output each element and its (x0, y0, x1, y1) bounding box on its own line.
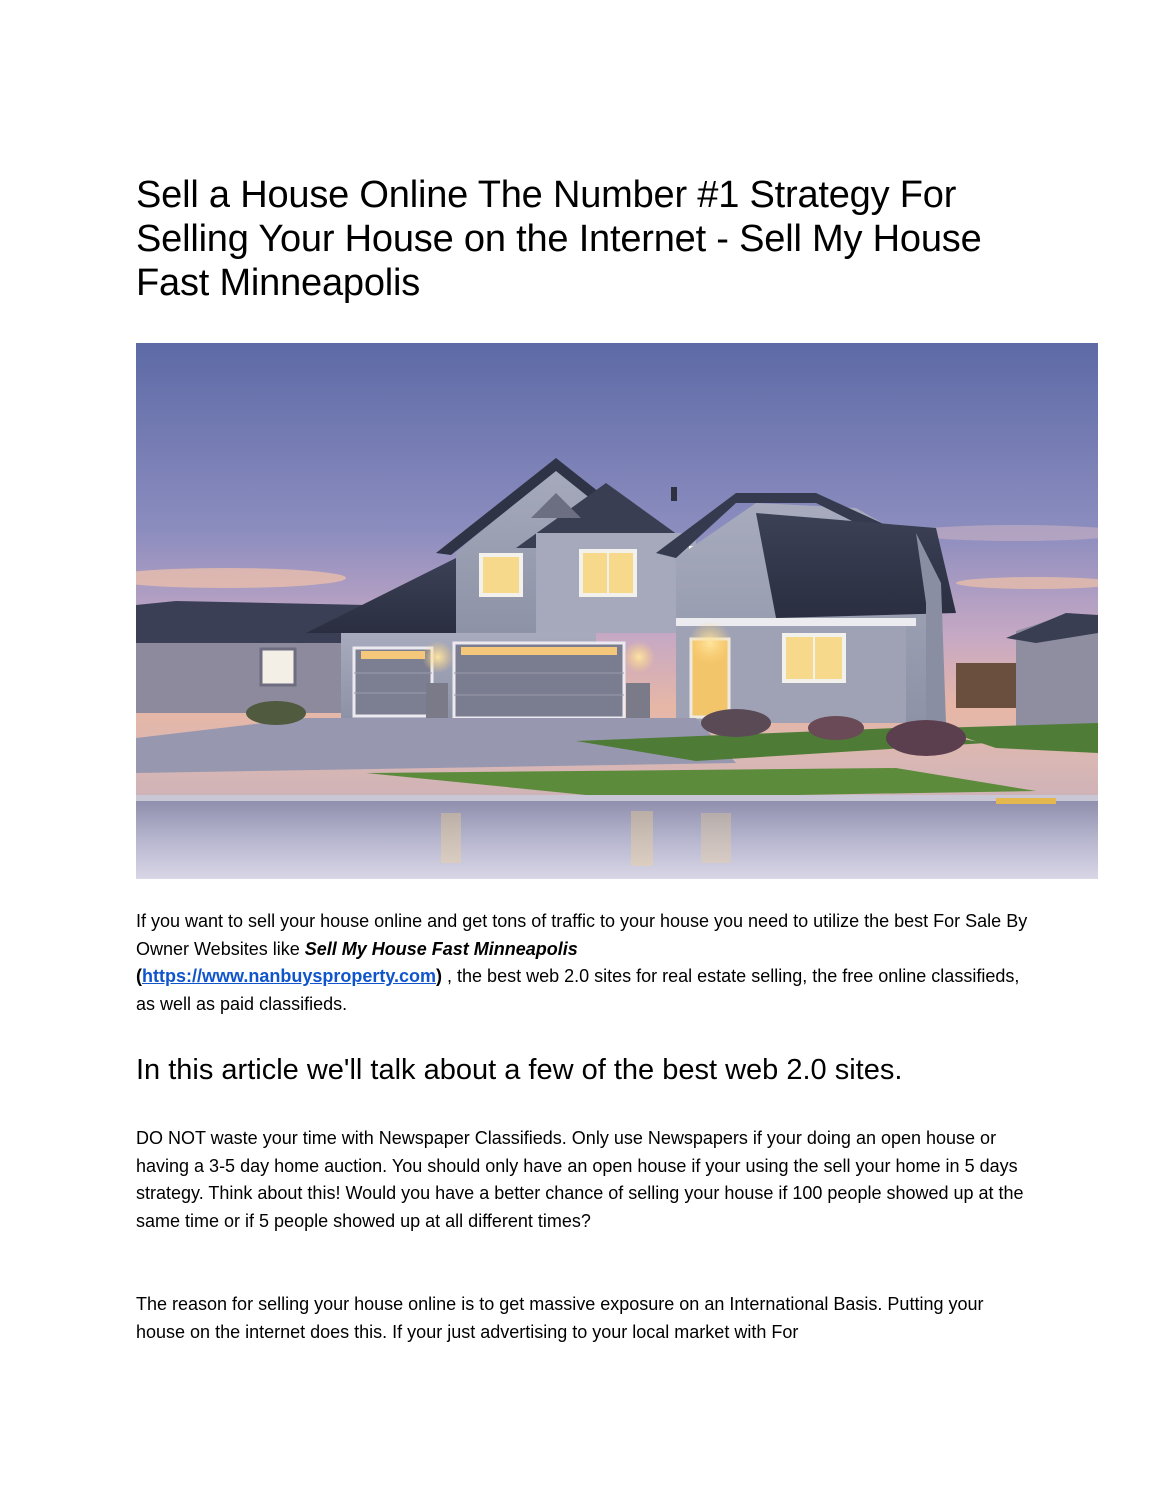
article-title: Sell a House Online The Number #1 Strategy For Selling Your House on the Internet - Sell My House Fast Minneapolis (136, 174, 982, 304)
close-paren: ) (436, 966, 443, 986)
intro-text-after: , the best web 2.0 sites for real estate selling, the free online classifieds, as well as paid classifieds. (136, 966, 1020, 1014)
newspaper-paragraph: DO NOT waste your time with Newspaper Classifieds. Only use Newspapers if your doing an open house or having a 3-5 day home auction. You should only have an open house if your using the sell your home in 5 days strategy. Think about this! Would you have a better chance of selling your house if 100 people showed up at the same time or if 5 people showed up at all different times? (136, 1128, 1024, 1231)
intro-paragraph (136, 908, 1036, 1018)
intro-text-before: If you want to sell your house online and get tons of traffic to your house you need to utilize the best For Sale By Owner Websites like (136, 911, 1028, 959)
open-paren: ( (136, 966, 142, 986)
website-link[interactable]: https://www.nanbuysproperty.com (142, 966, 437, 986)
brand-name: Sell My House Fast Minneapolis (304, 938, 578, 959)
article-subheading: In this article we'll talk about a few of the best web 2.0 sites. (136, 1054, 903, 1086)
exposure-paragraph: The reason for selling your house online is to get massive exposure on an International Basis. Putting your house on the internet does this. If your just advertising to your local market with For (136, 1294, 984, 1342)
house-photo (136, 343, 1098, 879)
